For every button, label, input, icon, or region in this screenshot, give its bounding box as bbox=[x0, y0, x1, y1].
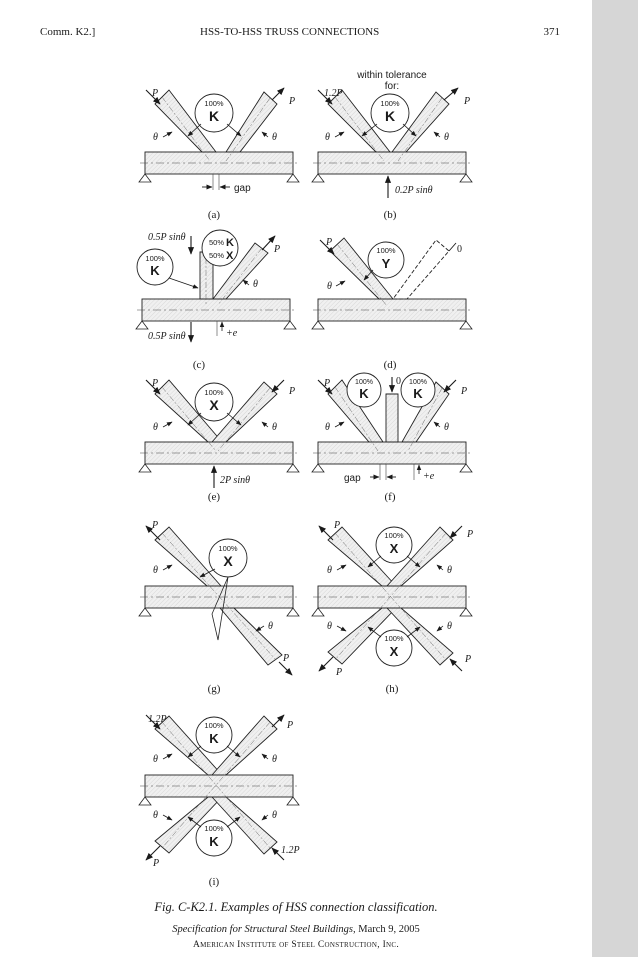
load-label: P bbox=[152, 520, 159, 531]
circle-percent: 100% bbox=[204, 721, 224, 730]
angle-label: θ bbox=[153, 810, 158, 821]
load-label: P bbox=[326, 237, 333, 248]
load-label: P bbox=[289, 386, 296, 397]
panel-e bbox=[139, 378, 299, 503]
load-label: P bbox=[464, 96, 471, 107]
load-label: 0 bbox=[396, 376, 401, 387]
circle-type: K bbox=[384, 108, 396, 124]
load-label: 0 bbox=[457, 244, 462, 255]
angle-label: θ bbox=[272, 754, 277, 765]
load-label: P bbox=[461, 386, 468, 397]
support-right bbox=[287, 174, 299, 182]
angle-label: θ bbox=[268, 621, 273, 632]
circle-type: Y bbox=[381, 256, 391, 271]
circle-type: X bbox=[389, 541, 399, 556]
panel-c bbox=[136, 230, 296, 371]
load-arrow-right bbox=[272, 88, 284, 100]
page-number: 371 bbox=[543, 26, 560, 38]
circle-type: X bbox=[389, 644, 399, 659]
load-label: 1.2P bbox=[324, 88, 343, 99]
load-label: P bbox=[152, 88, 159, 99]
angle-label: θ bbox=[153, 754, 158, 765]
chord-load-label: 2P sinθ bbox=[220, 475, 251, 486]
angle-label: θ bbox=[327, 565, 332, 576]
angle-label: θ bbox=[272, 810, 277, 821]
panel-f bbox=[312, 373, 472, 503]
circle-percent: 100% bbox=[384, 531, 404, 540]
figure-caption: Fig. C-K2.1. Examples of HSS connection classification. bbox=[154, 900, 438, 914]
panel-i bbox=[139, 714, 300, 888]
panel-id: (i) bbox=[208, 876, 220, 888]
chord-load-label: 0.2P sinθ bbox=[395, 185, 433, 196]
gap-label: gap bbox=[344, 473, 361, 484]
header-section: Comm. K2.] bbox=[40, 26, 96, 38]
angle-label: θ bbox=[325, 422, 330, 433]
angle-label: θ bbox=[153, 132, 158, 143]
vertical-brace bbox=[386, 394, 398, 442]
circle-percent: 100% bbox=[380, 99, 400, 108]
panel-id: (c) bbox=[192, 359, 206, 371]
circle-percent: 100% bbox=[355, 379, 373, 386]
circle-type: K bbox=[150, 263, 160, 278]
load-label: P bbox=[274, 244, 281, 255]
angle-label: θ bbox=[444, 132, 449, 143]
circle-type: K bbox=[359, 386, 369, 401]
circle-percent: 100% bbox=[204, 388, 224, 397]
angle-label: θ bbox=[327, 281, 332, 292]
circle-type: X bbox=[223, 553, 233, 569]
panel-id: (h) bbox=[385, 683, 399, 695]
load-label: P bbox=[289, 96, 296, 107]
panel-id: (d) bbox=[383, 359, 397, 371]
angle-label: θ bbox=[272, 132, 277, 143]
footer-spec bbox=[0, 924, 592, 935]
header-title: HSS-TO-HSS TRUSS CONNECTIONS bbox=[200, 26, 380, 38]
load-label: P bbox=[152, 378, 159, 389]
panel-h bbox=[312, 520, 473, 695]
circle-type: K bbox=[209, 834, 219, 849]
eccentricity-label: +e bbox=[226, 328, 238, 339]
circle-type: K bbox=[226, 237, 234, 249]
footer-date: March 9, 2005 bbox=[358, 924, 420, 935]
footer-spec-title: Specification for Structural Steel Buildings, bbox=[172, 924, 356, 935]
angle-label: θ bbox=[327, 621, 332, 632]
circle-percent: 50% bbox=[209, 238, 225, 247]
circle-percent: 100% bbox=[376, 246, 396, 255]
circle-type: X bbox=[209, 397, 219, 413]
load-label: P bbox=[324, 378, 331, 389]
panel-id: (e) bbox=[207, 491, 221, 503]
circle-type: K bbox=[209, 731, 219, 746]
load-label: 0.5P sinθ bbox=[148, 331, 186, 342]
panel-id: (f) bbox=[384, 491, 396, 503]
load-label: P bbox=[283, 653, 290, 664]
angle-label: θ bbox=[447, 621, 452, 632]
angle-label: θ bbox=[153, 422, 158, 433]
load-label: P bbox=[287, 720, 294, 731]
angle-label: θ bbox=[253, 279, 258, 290]
panel-b bbox=[312, 70, 472, 221]
panel-g bbox=[139, 520, 299, 695]
angle-label: θ bbox=[447, 565, 452, 576]
panel-id: (b) bbox=[383, 209, 397, 221]
panel-a bbox=[139, 88, 299, 221]
gap-label: gap bbox=[234, 183, 251, 194]
tolerance-note: for: bbox=[384, 81, 400, 92]
angle-label: θ bbox=[444, 422, 449, 433]
circle-percent: 100% bbox=[218, 544, 238, 553]
load-label: P bbox=[336, 667, 343, 678]
panel-id: (a) bbox=[207, 209, 221, 221]
circle-type: K bbox=[208, 108, 220, 124]
support-left bbox=[139, 174, 151, 182]
panel-d bbox=[312, 237, 472, 371]
load-label: P bbox=[465, 654, 472, 665]
load-label: 0.5P sinθ bbox=[148, 232, 186, 243]
load-label: P bbox=[153, 858, 160, 869]
angle-label: θ bbox=[325, 132, 330, 143]
load-label: 1.2P bbox=[148, 714, 167, 725]
tolerance-note: within tolerance bbox=[357, 70, 427, 81]
side-strip bbox=[592, 0, 638, 957]
circle-percent: 100% bbox=[409, 379, 427, 386]
load-label: P bbox=[334, 520, 341, 531]
circle-percent: 100% bbox=[384, 634, 404, 643]
circle-type: X bbox=[226, 250, 234, 262]
angle-label: θ bbox=[153, 565, 158, 576]
angle-label: θ bbox=[272, 422, 277, 433]
load-label: 1.2P bbox=[281, 845, 300, 856]
brace-right bbox=[226, 92, 277, 152]
circle-percent: 100% bbox=[145, 254, 165, 263]
circle-percent: 50% bbox=[209, 251, 225, 260]
footer-publisher: American Institute of Steel Construction, Inc. bbox=[192, 940, 400, 950]
eccentricity-label: +e bbox=[423, 471, 435, 482]
circle-percent: 100% bbox=[204, 99, 224, 108]
load-label: P bbox=[467, 529, 474, 540]
circle-type: K bbox=[413, 386, 423, 401]
panel-id: (g) bbox=[207, 683, 221, 695]
circle-percent: 100% bbox=[204, 824, 224, 833]
